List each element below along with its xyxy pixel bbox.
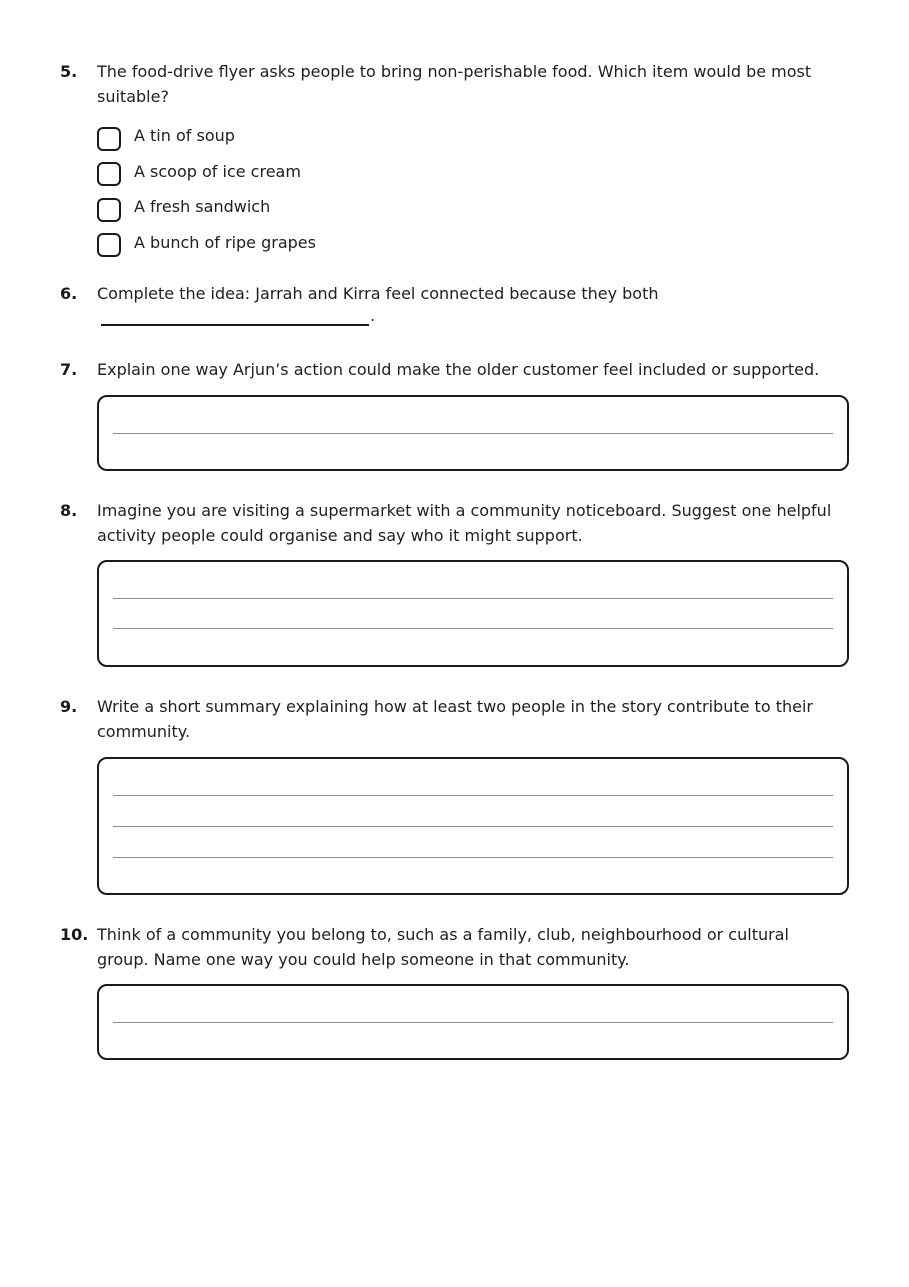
writing-line xyxy=(113,628,833,629)
answer-box-10[interactable] xyxy=(97,984,849,1060)
option-label: A scoop of ice cream xyxy=(134,161,301,181)
checkbox[interactable] xyxy=(97,162,121,186)
question-number: 8. xyxy=(60,501,78,520)
option-ice-cream[interactable] xyxy=(97,157,860,193)
question-number: 9. xyxy=(60,697,78,716)
blank-period: . xyxy=(370,306,376,325)
option-ripe-grapes[interactable] xyxy=(97,228,860,264)
question-7 xyxy=(60,357,860,382)
question-number: 6. xyxy=(60,284,78,303)
checkbox[interactable] xyxy=(97,198,121,222)
writing-line xyxy=(113,857,833,858)
option-label: A tin of soup xyxy=(134,126,235,146)
question-number: 10. xyxy=(60,925,89,944)
question-text: Imagine you are visiting a supermarket with a community noticeboard. Suggest one helpful activity people could organise and say who it might support. xyxy=(97,501,832,545)
writing-line xyxy=(113,598,833,599)
question-number: 7. xyxy=(60,360,78,379)
option-label: A fresh sandwich xyxy=(134,197,271,217)
writing-line xyxy=(113,433,833,434)
question-text: Explain one way Arjun’s action could make the older customer feel included or supported. xyxy=(97,360,820,379)
option-fresh-sandwich[interactable] xyxy=(97,192,860,228)
checkbox[interactable] xyxy=(97,233,121,257)
option-tin-of-soup[interactable] xyxy=(97,121,860,157)
answer-options xyxy=(97,121,860,263)
writing-line xyxy=(113,795,833,796)
question-text: Write a short summary explaining how at least two people in the story contribute to their community. xyxy=(97,697,813,741)
question-text: Complete the idea: Jarrah and Kirra feel connected because they both xyxy=(97,284,659,303)
question-6 xyxy=(60,281,860,306)
answer-box-8[interactable] xyxy=(97,560,849,667)
question-9 xyxy=(60,694,860,744)
question-10 xyxy=(60,922,860,972)
answer-box-7[interactable] xyxy=(97,395,849,471)
question-8 xyxy=(60,498,860,548)
question-5 xyxy=(60,59,860,263)
fill-in-blank-line[interactable] xyxy=(101,324,369,326)
writing-line xyxy=(113,826,833,827)
question-text: The food-drive flyer asks people to bring non-perishable food. Which item would be most suitable? xyxy=(97,62,812,106)
option-label: A bunch of ripe grapes xyxy=(134,232,316,252)
question-number: 5. xyxy=(60,62,78,81)
checkbox[interactable] xyxy=(97,127,121,151)
question-text: Think of a community you belong to, such as a family, club, neighbourhood or cultural group. Name one way you could help someone in that community. xyxy=(97,925,789,969)
answer-box-9[interactable] xyxy=(97,757,849,895)
writing-line xyxy=(113,1022,833,1023)
